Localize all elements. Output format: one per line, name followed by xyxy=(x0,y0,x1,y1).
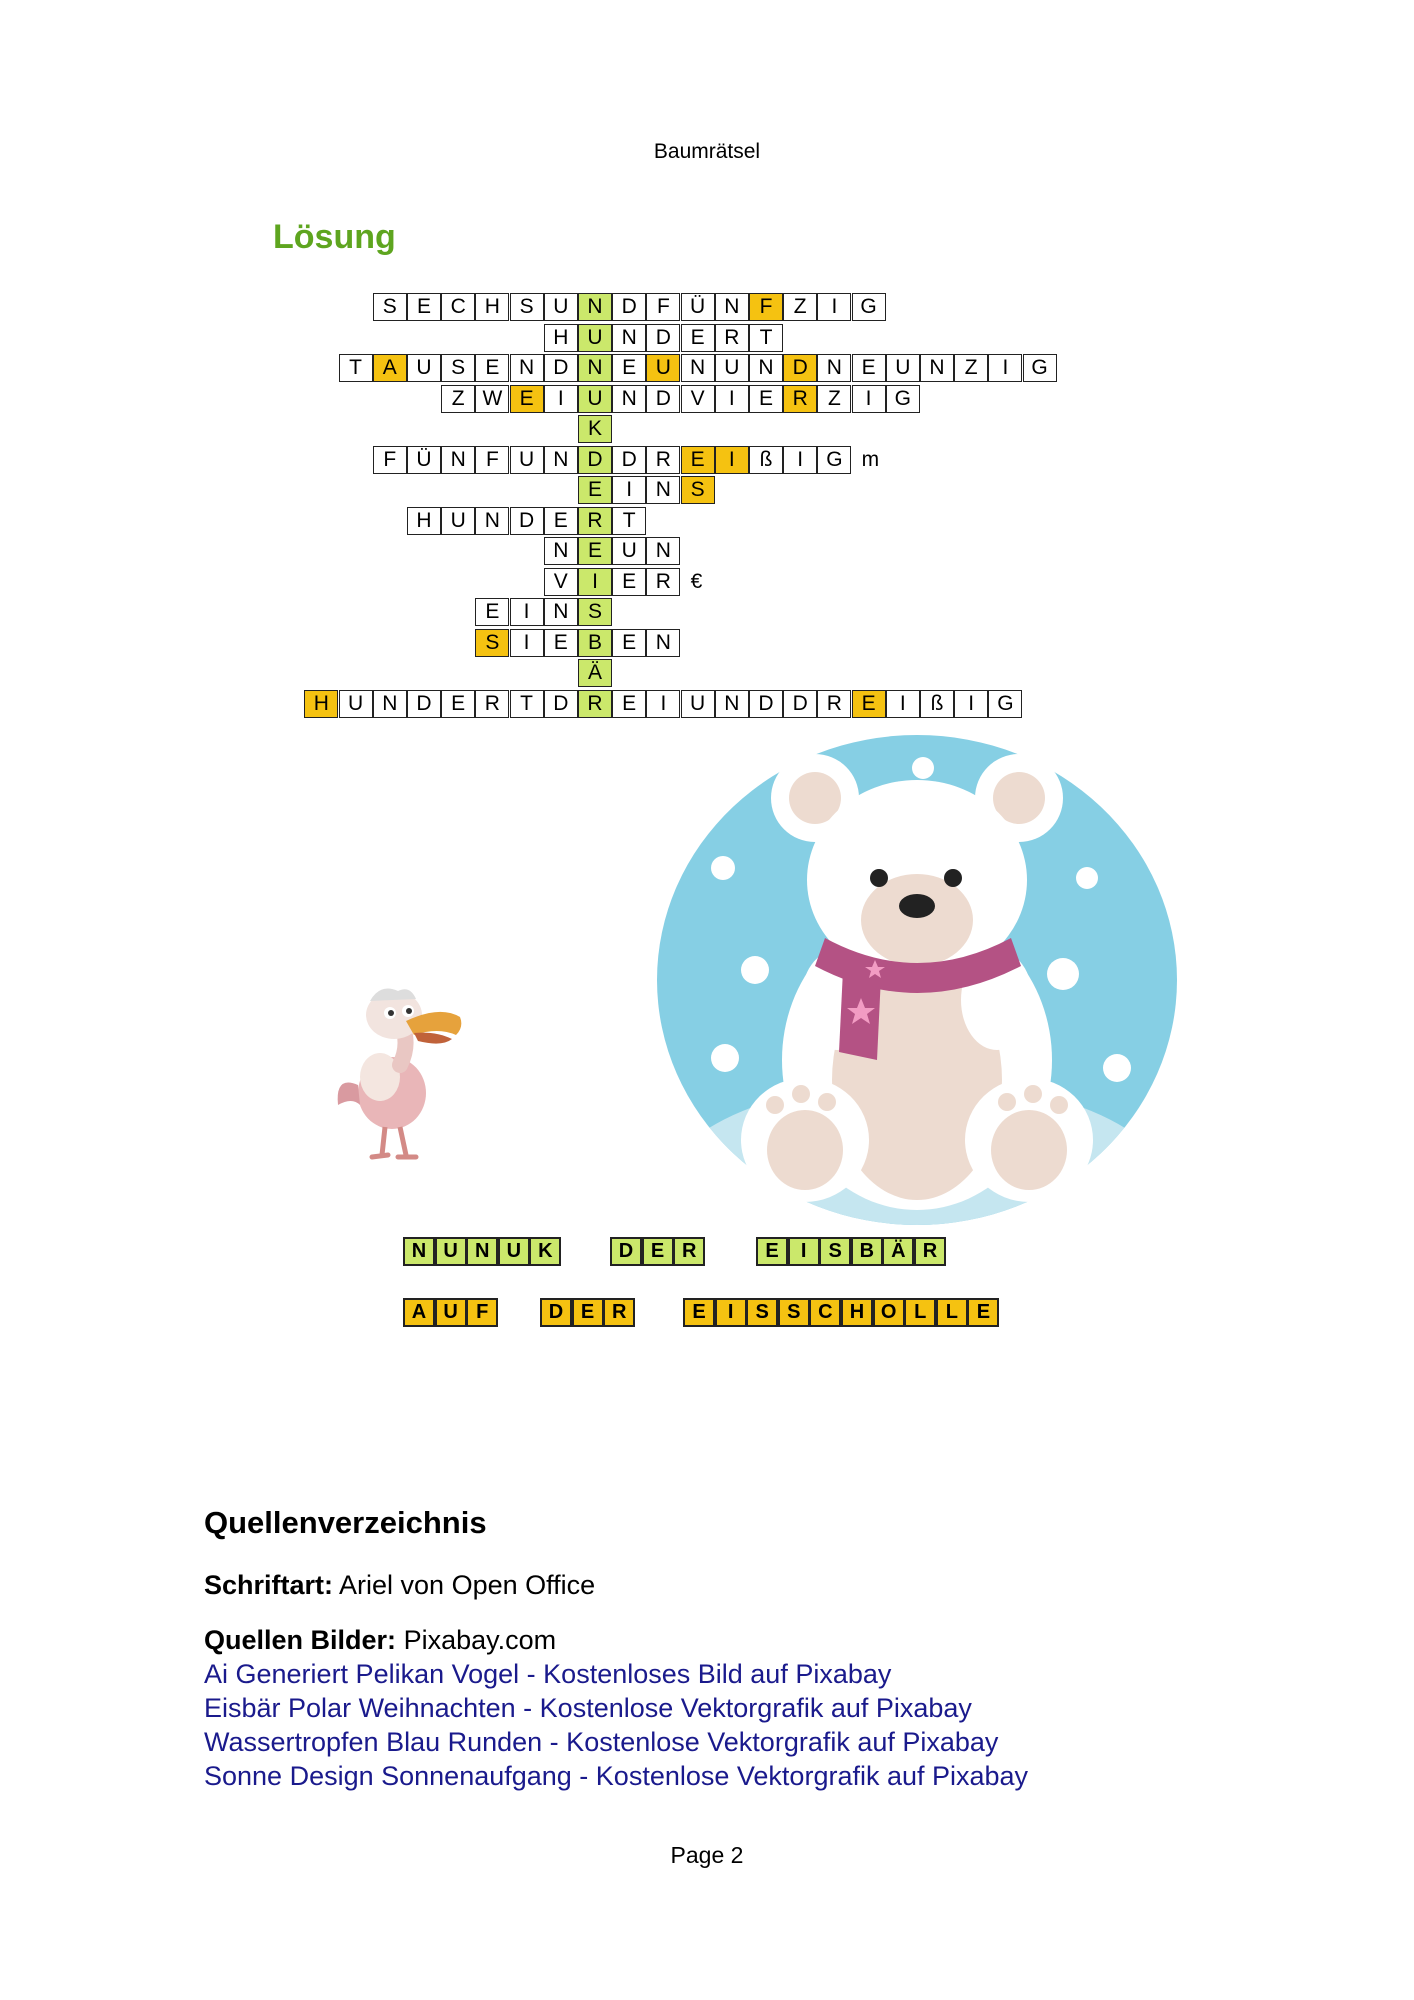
answer-letter-box: E xyxy=(572,1298,604,1327)
answer-letter-box: I xyxy=(788,1237,820,1266)
crossword-cell: I xyxy=(510,629,544,657)
crossword-cell: N xyxy=(373,690,407,718)
crossword-cell: S xyxy=(441,354,475,382)
crossword-cell: D xyxy=(749,690,783,718)
crossword-cell: Ü xyxy=(681,293,715,321)
crossword-cell: H xyxy=(544,324,578,352)
font-source-line xyxy=(204,1570,595,1601)
crossword-cell: E xyxy=(852,690,886,718)
answer-letter-box: E xyxy=(683,1298,715,1327)
images-value: Pixabay.com xyxy=(403,1625,557,1655)
crossword-cell: U xyxy=(715,354,749,382)
crossword-cell: S xyxy=(373,293,407,321)
crossword-cell: I xyxy=(954,690,988,718)
answer-letter-box: D xyxy=(610,1237,642,1266)
crossword-cell: I xyxy=(612,476,646,504)
answer-letter-box: R xyxy=(673,1237,705,1266)
crossword-cell: E xyxy=(544,629,578,657)
crossword-cell: U xyxy=(681,690,715,718)
answer-letter-box: E xyxy=(756,1237,788,1266)
answer-letter-box: E xyxy=(642,1237,674,1266)
crossword-cell: U xyxy=(886,354,920,382)
crossword-cell: Ü xyxy=(407,446,441,474)
crossword-cell: N xyxy=(715,293,749,321)
crossword-cell: D xyxy=(544,690,578,718)
crossword-cell: U xyxy=(510,446,544,474)
crossword-cell: E xyxy=(475,354,509,382)
crossword-cell: I xyxy=(646,690,680,718)
crossword-cell: N xyxy=(612,324,646,352)
crossword-cell: E xyxy=(578,537,612,565)
crossword-cell: I xyxy=(852,385,886,413)
crossword-cell: G xyxy=(988,690,1022,718)
answer-letter-box: S xyxy=(819,1237,851,1266)
crossword-cell: U xyxy=(441,507,475,535)
crossword-cell: N xyxy=(578,293,612,321)
crossword-cell: I xyxy=(886,690,920,718)
crossword-cell: U xyxy=(339,690,373,718)
crossword-cell: N xyxy=(578,354,612,382)
answer-letter-box: B xyxy=(851,1237,883,1266)
crossword-cell: D xyxy=(578,446,612,474)
source-link-polarbear[interactable]: Eisbär Polar Weihnachten - Kostenlose Vektorgrafik auf Pixabay xyxy=(204,1693,972,1723)
crossword-cell: D xyxy=(544,354,578,382)
crossword-cell: T xyxy=(749,324,783,352)
crossword-cell: I xyxy=(510,598,544,626)
crossword-cell: G xyxy=(852,293,886,321)
crossword-cell: W xyxy=(475,385,509,413)
crossword-cell: T xyxy=(510,690,544,718)
crossword-cell: E xyxy=(475,598,509,626)
crossword-cell: E xyxy=(407,293,441,321)
crossword-cell: G xyxy=(817,446,851,474)
crossword-cell: N xyxy=(646,476,680,504)
crossword-row-suffix: € xyxy=(690,569,703,593)
font-value: Ariel von Open Office xyxy=(339,1570,596,1600)
crossword-cell: I xyxy=(817,293,851,321)
answer-letter-box: N xyxy=(403,1237,435,1266)
crossword-cell: R xyxy=(646,446,680,474)
answer-letter-box: Ä xyxy=(882,1237,914,1266)
crossword-cell: N xyxy=(920,354,954,382)
answer-letter-box: K xyxy=(529,1237,561,1266)
source-link-sun[interactable]: Sonne Design Sonnenaufgang - Kostenlose Vektorgrafik auf Pixabay xyxy=(204,1761,1029,1791)
answer-letter-box: N xyxy=(466,1237,498,1266)
crossword-cell: N xyxy=(817,354,851,382)
page-number: Page 2 xyxy=(670,1842,744,1868)
crossword-cell: F xyxy=(475,446,509,474)
crossword-cell: R xyxy=(817,690,851,718)
crossword-cell: R xyxy=(475,690,509,718)
answer-letter-box: U xyxy=(435,1237,467,1266)
answer-letter-box: F xyxy=(466,1298,498,1327)
crossword-cell: D xyxy=(646,385,680,413)
crossword-cell: Z xyxy=(817,385,851,413)
header-title: Baumrätsel xyxy=(653,140,761,163)
polar-bear-with-scarf-illustration xyxy=(655,730,1180,1230)
crossword-cell: R xyxy=(578,690,612,718)
crossword-cell: I xyxy=(988,354,1022,382)
crossword-cell: N xyxy=(646,537,680,565)
answer-letter-box: L xyxy=(904,1298,936,1327)
crossword-cell: R xyxy=(783,385,817,413)
crossword-cell: R xyxy=(715,324,749,352)
images-label: Quellen Bilder: xyxy=(204,1625,397,1655)
crossword-cell: I xyxy=(715,385,749,413)
source-link-pelican[interactable]: Ai Generiert Pelikan Vogel - Kostenloses Bild auf Pixabay xyxy=(204,1659,892,1689)
crossword-cell: E xyxy=(612,629,646,657)
crossword-cell: H xyxy=(407,507,441,535)
crossword-cell: Ä xyxy=(578,659,612,687)
crossword-cell: N xyxy=(544,598,578,626)
sources-heading: Quellenverzeichnis xyxy=(204,1505,487,1540)
crossword-cell: K xyxy=(578,415,612,443)
crossword-cell: N xyxy=(715,690,749,718)
crossword-cell: U xyxy=(646,354,680,382)
answer-letter-box: C xyxy=(809,1298,841,1327)
answer-letter-box: R xyxy=(914,1237,946,1266)
crossword-cell: U xyxy=(578,385,612,413)
crossword-cell: H xyxy=(475,293,509,321)
crossword-cell: A xyxy=(373,354,407,382)
crossword-cell: S xyxy=(510,293,544,321)
crossword-solution-grid xyxy=(0,0,1414,740)
crossword-cell: ß xyxy=(749,446,783,474)
crossword-cell: I xyxy=(715,446,749,474)
crossword-cell: F xyxy=(373,446,407,474)
crossword-cell: R xyxy=(578,507,612,535)
crossword-cell: C xyxy=(441,293,475,321)
crossword-cell: S xyxy=(475,629,509,657)
crossword-cell: S xyxy=(681,476,715,504)
answer-letter-box: H xyxy=(841,1298,873,1327)
crossword-cell: V xyxy=(681,385,715,413)
answer-letter-box: S xyxy=(746,1298,778,1327)
crossword-cell: E xyxy=(544,507,578,535)
font-label: Schriftart: xyxy=(204,1570,334,1600)
crossword-cell: F xyxy=(646,293,680,321)
answer-letter-box: O xyxy=(873,1298,905,1327)
crossword-cell: U xyxy=(407,354,441,382)
answer-letter-box: D xyxy=(540,1298,572,1327)
crossword-cell: D xyxy=(612,446,646,474)
crossword-cell: D xyxy=(407,690,441,718)
crossword-cell: N xyxy=(544,537,578,565)
crossword-cell: I xyxy=(544,385,578,413)
answer-letter-box: R xyxy=(603,1298,635,1327)
crossword-cell: D xyxy=(783,690,817,718)
pelican-bird-illustration xyxy=(330,965,470,1170)
answer-letter-box: A xyxy=(403,1298,435,1327)
crossword-cell: G xyxy=(886,385,920,413)
answer-letter-box: L xyxy=(936,1298,968,1327)
crossword-cell: E xyxy=(749,385,783,413)
crossword-cell: E xyxy=(681,446,715,474)
crossword-cell: I xyxy=(578,568,612,596)
crossword-cell: E xyxy=(578,476,612,504)
crossword-cell: D xyxy=(783,354,817,382)
crossword-cell: N xyxy=(544,446,578,474)
crossword-cell: E xyxy=(852,354,886,382)
crossword-cell: N xyxy=(441,446,475,474)
crossword-cell: I xyxy=(783,446,817,474)
crossword-cell: E xyxy=(612,354,646,382)
crossword-cell: U xyxy=(578,324,612,352)
images-source-line xyxy=(204,1625,556,1656)
crossword-cell: N xyxy=(681,354,715,382)
crossword-cell: E xyxy=(681,324,715,352)
crossword-cell: G xyxy=(1023,354,1057,382)
answer-letter-box: I xyxy=(715,1298,747,1327)
crossword-cell: D xyxy=(646,324,680,352)
crossword-cell: B xyxy=(578,629,612,657)
crossword-cell: T xyxy=(612,507,646,535)
source-link-waterdrops[interactable]: Wassertropfen Blau Runden - Kostenlose Vektorgrafik auf Pixabay xyxy=(204,1727,999,1757)
crossword-cell: E xyxy=(510,385,544,413)
crossword-cell: E xyxy=(612,690,646,718)
crossword-cell: N xyxy=(749,354,783,382)
crossword-cell: E xyxy=(612,568,646,596)
crossword-cell: N xyxy=(612,385,646,413)
crossword-row-suffix: m xyxy=(861,447,880,471)
crossword-cell: N xyxy=(475,507,509,535)
crossword-cell: V xyxy=(544,568,578,596)
crossword-cell: T xyxy=(339,354,373,382)
crossword-cell: F xyxy=(749,293,783,321)
crossword-cell: H xyxy=(304,690,338,718)
crossword-cell: D xyxy=(612,293,646,321)
crossword-cell: N xyxy=(510,354,544,382)
crossword-cell: U xyxy=(612,537,646,565)
crossword-cell: N xyxy=(646,629,680,657)
crossword-cell: R xyxy=(646,568,680,596)
answer-letter-box: U xyxy=(498,1237,530,1266)
crossword-cell: Z xyxy=(441,385,475,413)
answer-letter-box: S xyxy=(778,1298,810,1327)
crossword-cell: S xyxy=(578,598,612,626)
crossword-cell: ß xyxy=(920,690,954,718)
crossword-cell: Z xyxy=(783,293,817,321)
crossword-cell: Z xyxy=(954,354,988,382)
answer-letter-box: U xyxy=(435,1298,467,1327)
crossword-cell: D xyxy=(510,507,544,535)
answer-letter-box: E xyxy=(967,1298,999,1327)
crossword-cell: E xyxy=(441,690,475,718)
solution-heading: Lösung xyxy=(273,218,396,256)
crossword-cell: U xyxy=(544,293,578,321)
